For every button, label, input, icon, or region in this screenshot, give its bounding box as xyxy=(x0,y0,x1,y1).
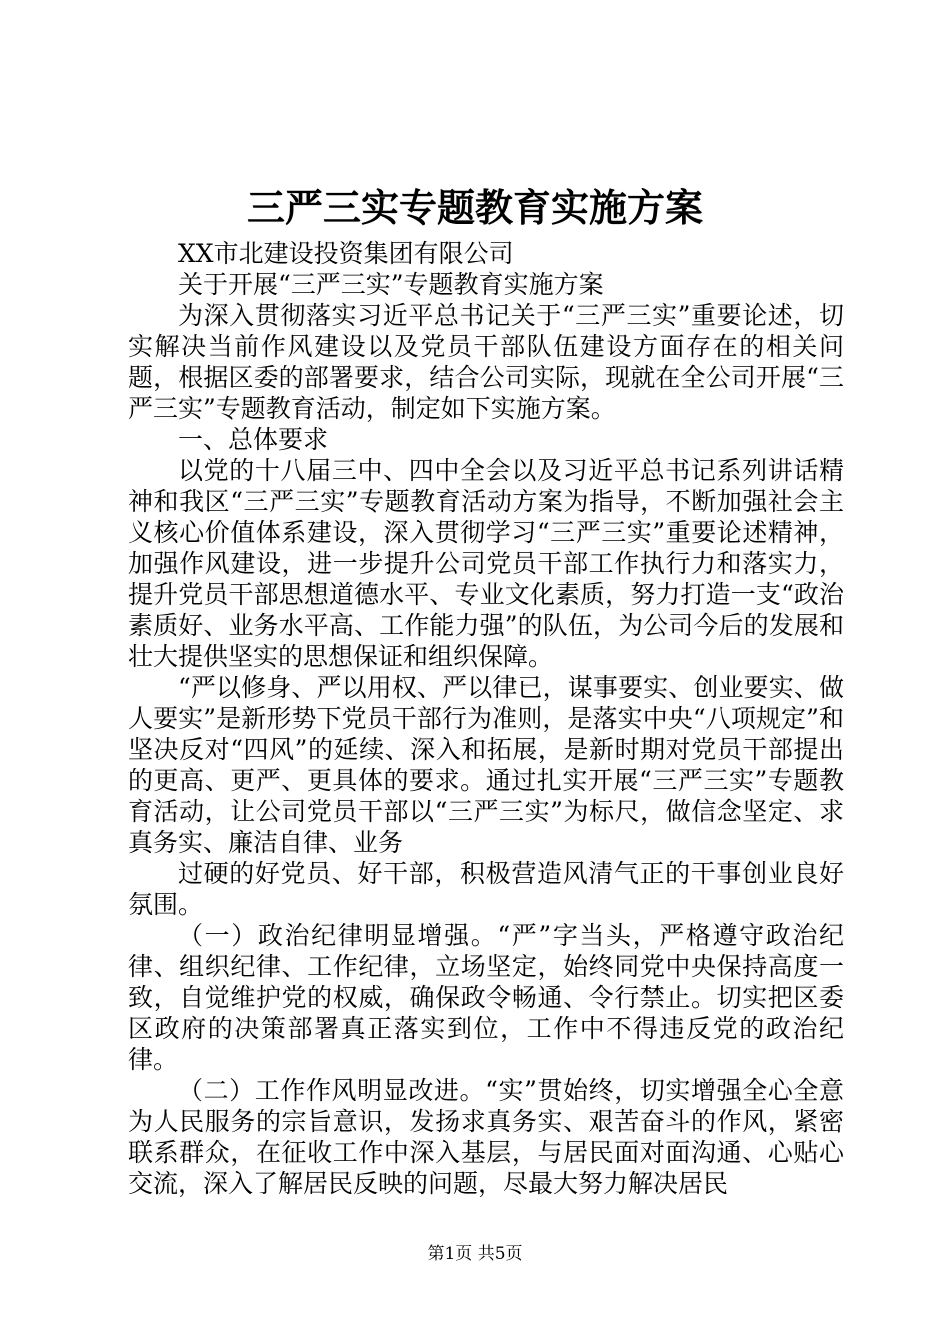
body-paragraph: 过硬的好党员、好干部，积极营造风清气正的干事创业良好氛围。 xyxy=(128,859,844,919)
body-paragraph: （一）政治纪律明显增强。“严”字当头，严格遵守政治纪律、组织纪律、工作纪律，立场坚定，始终同党中央保持高度一致，自觉维护党的权威，确保政令畅通、令行禁止。切实把区委区政府的决策部署真正落实到位，工作中不得违反党的政治纪律。 xyxy=(128,921,844,1074)
page-number-footer: 第1页 共5页 xyxy=(427,1244,523,1264)
section-heading: 一、总体要求 xyxy=(178,425,329,454)
intro-paragraph: 为深入贯彻落实习近平总书记关于“三严三实”重要论述，切实解决当前作风建设以及党员干部队伍建设方面存在的相关问题，根据区委的部署要求，结合公司实际，现就在全公司开展“三严三实”专题教育活动，制定如下实施方案。 xyxy=(128,301,844,423)
company-name-line: XX市北建设投资集团有限公司 xyxy=(178,239,514,268)
body-paragraph: （二）工作作风明显改进。“实”贯始终，切实增强全心全意为人民服务的宗旨意识，发扬求真务实、艰苦奋斗的作风，紧密联系群众，在征收工作中深入基层，与居民面对面沟通、心贴心交流，深入了解居民反映的问题，尽最大努力解决居民 xyxy=(128,1076,844,1198)
body-paragraph: 以党的十八届三中、四中全会以及习近平总书记系列讲话精神和我区“三严三实”专题教育活动方案为指导，不断加强社会主义核心价值体系建设，深入贯彻学习“三严三实”重要论述精神，加强作风建设，进一步提升公司党员干部工作执行力和落实力，提升党员干部思想道德水平、专业文化素质，努力打造一支“政治素质好、业务水平高、工作能力强”的队伍，为公司今后的发展和壮大提供坚实的思想保证和组织保障。 xyxy=(128,456,844,671)
subtitle-line: 关于开展“三严三实”专题教育实施方案 xyxy=(178,270,604,299)
body-paragraph: “严以修身、严以用权、严以律已，谋事要实、创业要实、做人要实”是新形势下党员干部行为准则，是落实中央“八项规定”和坚决反对“四风”的延续、深入和拓展，是新时期对党员干部提出的更高、更严、更具体的要求。通过扎实开展“三严三实”专题教育活动，让公司党员干部以“三严三实”为标尺，做信念坚定、求真务实、廉洁自律、业务 xyxy=(128,673,844,857)
document-body xyxy=(128,238,844,1199)
document-title: 三严三实专题教育实施方案 xyxy=(246,185,703,230)
